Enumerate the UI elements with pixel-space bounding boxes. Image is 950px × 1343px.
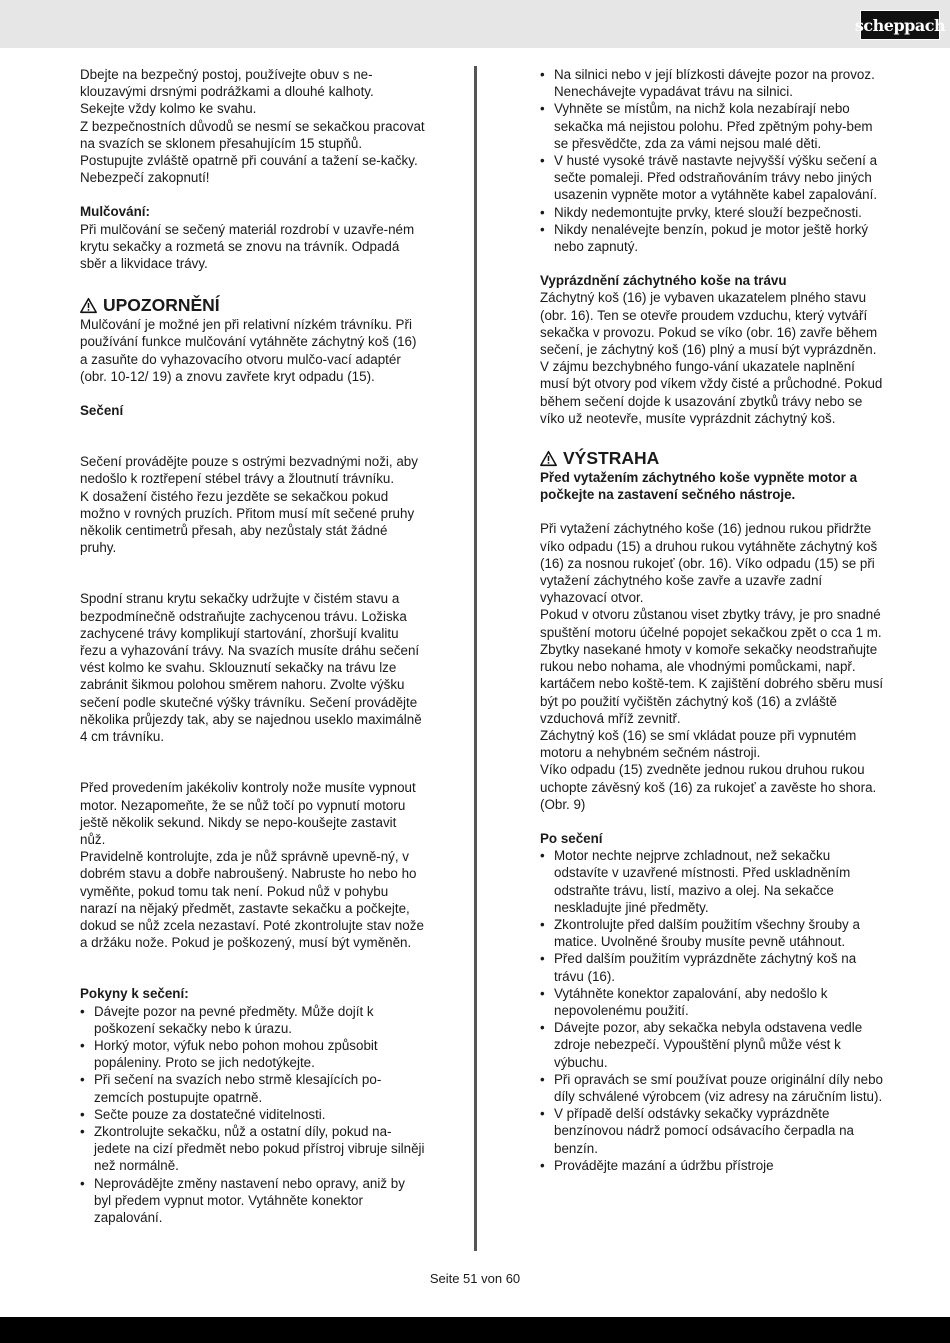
list-item: • Vytáhněte konektor zapalování, aby nedošlo k nepovolenému použití. [540,985,885,1019]
warning-paragraph: Pokud v otvoru zůstanou viset zbytky trávy, je pro snadné spuštění motoru účelné popojet sekačkou zpět o cca 1 m. Zbytky nasekané hmoty v komoře sekačky neodstraňujte rukou nebo nohama, ale vhodnými pomůckami, např. kartáčem nebo koště-tem. K zajištění dobrého sběru musí být po použití vyčištěn záchytný koš (16) a zvláště vzduchová mříž zevnitř. [540,607,884,726]
list-item: • Před dalším použitím vyprázdněte záchytný koš na trávu (16). [540,950,885,984]
after-mowing-list [540,847,885,1174]
intro-line: Sekejte vždy kolmo ke svahu. [80,101,257,117]
list-item: • Dávejte pozor, aby sekačka nebyla odstavena vedle zdroje nebezpečí. Vypouštění plynů může vést k výbuchu. [540,1019,885,1071]
list-item: • Neprovádějte změny nastavení nebo opravy, aniž by byl předem vypnut motor. Vytáhněte konektor zapalování. [80,1175,425,1227]
list-item: • Nikdy nenalévejte benzín, pokud je motor ještě horký nebo zapnutý. [540,221,885,255]
tips-list [80,1003,425,1227]
warning-triangle-icon [80,297,97,314]
list-item: • Na silnici nebo v její blízkosti dávejte pozor na provoz. Nenechávejte vypadávat trávu na silnici. [540,66,885,100]
list-item: • Při sečení na svazích nebo strmě klesajících po-zemcích postupujte opatrně. [80,1071,425,1105]
warning-title: VÝSTRAHA [563,448,660,469]
warning-heading [540,447,885,469]
column-divider [474,66,477,1251]
intro-line: Postupujte zvláště opatrně při couvání a tažení se-kačky. Nebezpečí zakopnutí! [80,153,418,186]
list-item: • Dávejte pozor na pevné předměty. Může dojít k poškození sekačky nebo k úrazu. [80,1003,425,1037]
list-item: • Horký motor, výfuk nebo pohon mohou způsobit popáleniny. Proto se jich nedotýkejte. [80,1037,425,1071]
mowing-heading: Sečení [80,403,124,419]
header-band [0,0,950,48]
warning-bold-text: Před vytažením záchytného koše vypněte motor a počkejte na zastavení sečného nástroje. [540,470,858,503]
blade-check-paragraph: Pravidelně kontrolujte, zda je nůž správně upevně-ný, v dobrém stavu a dobře nabroušený. Nabruste ho nebo ho vyměňte, pokud tomu tak není. Pokud nůž v pohybu narazí na nějaký předmět, zastavte sekačku a počkejte, dokud se nůž zcela nezastaví. Poté zkontrolujte stav nože a držáku nože. Pokud je poškozený, musí být vyměněn. [80,849,424,951]
intro-line: Z bezpečnostních důvodů se nesmí se sekačkou pracovat na svazích se sklonem přesahujícím 15 stupňů. [80,118,425,151]
list-item: • Provádějte mazání a údržbu přístroje [540,1157,885,1174]
list-item: • Zkontrolujte sekačku, nůž a ostatní díly, pokud na-jedete na cizí předmět nebo pokud přístroj vibruje silněji než normálně. [80,1123,425,1175]
warning-paragraph: Víko odpadu (15) zvedněte jednou rukou druhou rukou uchopte závěsný koš (16) za rukojeť a zavěste ho shora. (Obr. 9) [540,762,877,812]
mowing-paragraph: K dosažení čistého řezu jezděte se sekačkou pokud možno v rovných pruzích. Přitom musí mít sečené pruhy několik centimetrů přesah, aby nezůstaly stát žádné pruhy. [80,488,415,556]
list-item: • Sečte pouze za dostatečné viditelnosti. [80,1106,425,1123]
after-mowing-heading: Po sečení [540,830,603,846]
list-item: • V případě delší odstávky sekačky vyprázdněte benzínovou nádrž pomocí odsávacího čerpadla na benzín. [540,1105,885,1157]
right-column [540,66,885,1174]
mowing-paragraph: Spodní stranu krytu sekačky udržujte v čistém stavu a bezpodmínečně odstraňujte zachycenou trávu. Ložiska zachycené trávy komplikují startování, zhoršují kvalitu řezu a vyhazování trávy. Na svazích musíte dráhu sečení vést kolmo ke svahu. Sklouznutí sekačky na trávu lze zabránit šikmou polohou směrem nahoru. Zvolte výšku sečení podle skutečné výšky trávníku. Sečení provádějte několika průjezdy tak, aby se najednou useklo maximálně 4 cm trávníku. [80,591,422,745]
empty-catcher-text: Záchytný koš (16) je vybaven ukazatelem plného stavu (obr. 16). Ten se otevře proudem vzduchu, který vytváří sekačka v provozu. Pokud se víko (obr. 16) zavře během sečení, je záchytný koš (16) plný a musí být vyprázdněn. V zájmu bezchybného fungo-vání ukazatele naplnění musí být otvory pod víkem vždy čisté a průchodné. Pokud během sečení dojde k usazování zbytků trávy nebo se víko už neotevře, musíte vyprázdnit záchytný koš. [540,290,883,426]
list-item: • Motor nechte nejprve zchladnout, než sekačku odstavíte v uzavřené místnosti. Před uskladněním odstraňte trávu, listí, mazivo a olej. Na sekačce neskladujte jiné předměty. [540,847,885,916]
mulch-text: Při mulčování se sečený materiál rozdrobí v uzavře-ném krytu sekačky a rozmetá se znovu na trávník. Odpadá sběr a likvidace trávy. [80,221,415,272]
page-number: Seite 51 von 60 [429,1271,521,1286]
empty-catcher-heading: Vyprázdnění záchytného koše na trávu [540,273,787,289]
footer-band [0,1317,950,1343]
caution-text: Mulčování je možné jen při relativní nízkém trávníku. Při používání funkce mulčování vytáhněte záchytný koš (16) a zasuňte do vyhazovacího otvoru mulčo-vací adaptér (obr. 10-12/ 19) a znovu zavřete kryt odpadu (15). [80,317,417,384]
caution-title: UPOZORNĚNÍ [103,295,220,316]
list-item: • Zkontrolujte před dalším použitím všechny šrouby a matice. Uvolněné šrouby musíte pevně utáhnout. [540,916,885,950]
warning-paragraph: Záchytný koš (16) se smí vkládat pouze při vypnutém motoru a nehybném sečném nástroji. [540,727,857,761]
left-column [80,66,425,1226]
road-safety-list [540,66,885,255]
list-item: • Vyhněte se místům, na nichž kola nezabírají nebo sekačka má nejistou polohu. Před zpětným pohy-bem se přesvědčte, zda za vámi nejsou malé děti. [540,100,885,152]
blade-check-paragraph: Před provedením jakékoliv kontroly nože musíte vypnout motor. Nezapomeňte, že se nůž točí po vypnutí motoru ještě několik sekund. Nikdy se nepo-koušejte zastavit nůž. [80,780,416,847]
caution-heading [80,294,425,316]
tips-heading: Pokyny k sečení: [80,986,189,1002]
list-item: • Při opravách se smí používat pouze originální díly nebo díly schválené výrobcem (viz adresy na záručním listu). [540,1071,885,1105]
warning-paragraph: Při vytažení záchytného koše (16) jednou rukou přidržte víko odpadu (15) a druhou rukou vytáhněte záchytný koš (16) za nosnou rukojeť (obr. 16). Víko odpadu (15) se při vytažení záchytného koše zavře a uzavře zadní vyhazovací otvor. [540,521,878,606]
list-item: • V husté vysoké trávě nastavte nejvyšší výšku sečení a sečte pomaleji. Před odstraňováním trávy nebo jiných usazenin vypněte motor a vytáhněte kabel zapalování. [540,152,885,204]
intro-line: Dbejte na bezpečný postoj, používejte obuv s ne-klouzavými drsnými podrážkami a dlouhé kalhoty. [80,67,374,100]
brand-logo: scheppach [860,10,940,40]
mulch-heading: Mulčování: [80,204,150,220]
mowing-paragraph: Sečení provádějte pouze s ostrými bezvadnými noži, aby nedošlo k roztřepení stébel trávy a žloutnutí trávníku. [80,454,418,487]
warning-triangle-icon [540,450,557,467]
list-item: • Nikdy nedemontujte prvky, které slouží bezpečnosti. [540,204,885,221]
